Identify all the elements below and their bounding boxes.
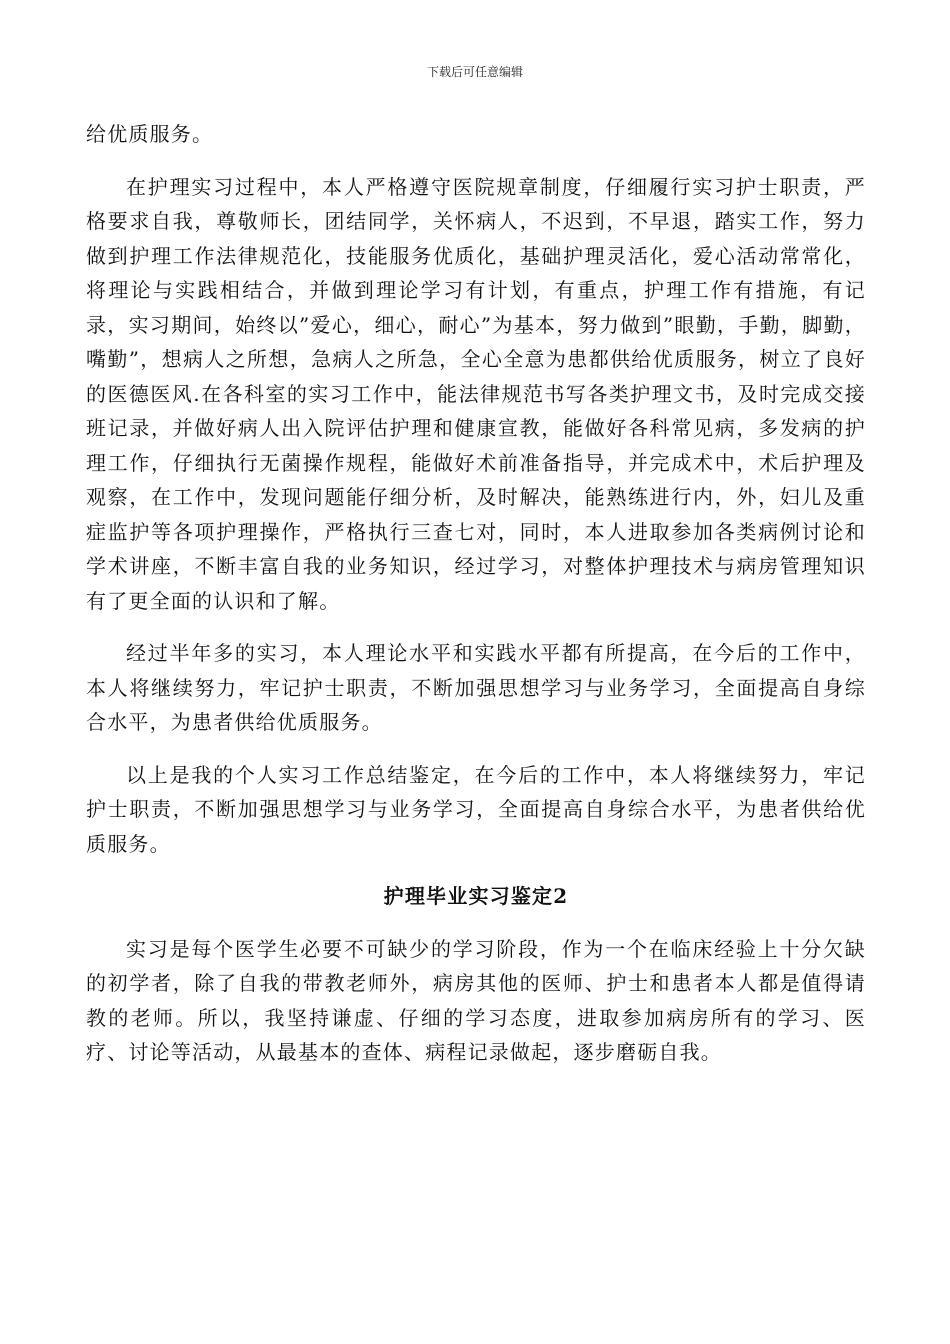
paragraph-section-intro: 实习是每个医学生必要不可缺少的学习阶段，作为一个在临床经验上十分欠缺的初学者，除了自我的带教老师外，病房其他的医师、护士和患者本人都是值得请教的老师。所以，我坚持谦虚、仔细的学习态度，进取参加病房所有的学习、医疗、讨论等活动，从最基本的查体、病程记录做起，逐步磨砺自我。 — [86, 936, 866, 1064]
paragraph-continuation: 给优质服务。 — [86, 122, 214, 146]
document-body — [86, 117, 866, 1070]
page-header-note: 下载后可任意编辑 — [426, 65, 523, 79]
paragraph-conclusion: 以上是我的个人实习工作总结鉴定，在今后的工作中，本人将继续努力，牢记护士职责，不断加强思想学习与业务学习，全面提高自身综合水平，为患者供给优质服务。 — [86, 762, 866, 856]
section-title: 护理毕业实习鉴定2 — [383, 884, 569, 908]
paragraph-internship-process: 在护理实习过程中，本人严格遵守医院规章制度，仔细履行实习护士职责，严格要求自我，尊敬师长，团结同学，关怀病人，不迟到，不早退，踏实工作，努力做到护理工作法律规范化，技能服务优质化，基础护理灵活化，爱心活动常常化，将理论与实践相结合，并做到理论学习有计划，有重点，护理工作有措施，有记录，实习期间，始终以”爱心，细心，耐心”为基本，努力做到”眼勤，手勤，脚勤，嘴勤”，想病人之所想，急病人之所急，全心全意为患都供给优质服务，树立了良好的医德医风.在各科室的实习工作中，能法律规范书写各类护理文书，及时完成交接班记录，并做好病人出入院评估护理和健康宣教，能做好各科常见病，多发病的护理工作，仔细执行无菌操作规程，能做好术前准备指导，并完成术中，术后护理及观察，在工作中，发现问题能仔细分析，及时解决，能熟练进行内，外，妇儿及重症监护等各项护理操作，严格执行三查七对，同时，本人进取参加各类病例讨论和学术讲座，不断丰富自我的业务知识，经过学习，对整体护理技术与病房管理知识有了更全面的认识和了解。 — [86, 174, 866, 613]
paragraph-half-year-summary: 经过半年多的实习，本人理论水平和实践水平都有所提高，在今后的工作中，本人将继续努力，牢记护士职责，不断加强思想学习与业务学习，全面提高自身综合水平，为患者供给优质服务。 — [86, 641, 866, 734]
